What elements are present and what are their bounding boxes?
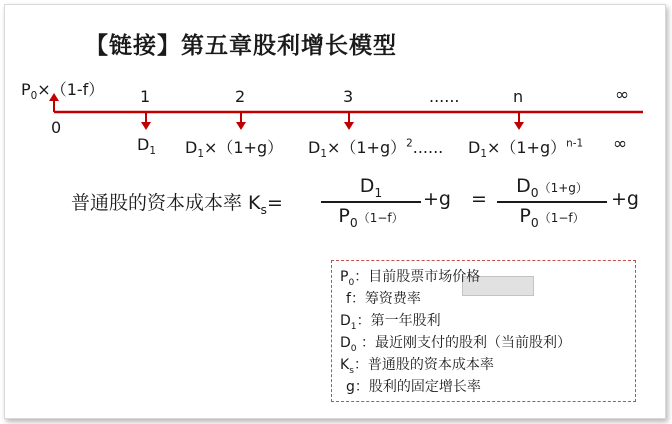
fraction-2-denominator: $P_0(1-f)$ — [519, 204, 585, 230]
tick-3: 3 — [343, 87, 354, 106]
dividend-infinity: ∞ — [613, 134, 628, 154]
legend-item-d0: $D_0$ ：最近刚支付的股利（当前股利） — [340, 335, 572, 354]
fraction-2-numerator: $D_0(1+g)$ — [516, 175, 588, 200]
page-title: 【链接】第五章股利增长模型 — [85, 33, 397, 59]
dividend-3: $D_1\times(1+g)^2$...... — [308, 137, 444, 161]
fraction-2-bar — [497, 201, 607, 203]
dividend-n: $D_1\times(1+g)^{n-1}$ — [468, 137, 584, 161]
variable-legend — [331, 260, 636, 402]
dividend-2: $D_1\times(1+g)$ — [185, 138, 284, 161]
p0-label: $P_0\times(1-f)$ — [21, 80, 105, 103]
plus-g-1: +g — [423, 188, 451, 210]
down-arrow-2 — [236, 113, 246, 130]
legend-item-p0: $P_0$：目前股票市场价格 — [340, 269, 481, 288]
fraction-1-denominator: $P_0(1-f)$ — [338, 204, 404, 230]
tick-n: n — [513, 87, 524, 106]
legend-item-d1: $D_1$：第一年股利 — [340, 313, 441, 332]
tick-infinity: ∞ — [615, 85, 630, 105]
fraction-1-numerator: $D_1$ — [359, 175, 383, 200]
legend-item-ks: $K_s$：普通股的资本成本率 — [340, 357, 494, 376]
tick-2: 2 — [235, 87, 246, 106]
formula-lhs: 普通股的资本成本率 $K_s=$ — [71, 192, 283, 217]
down-arrow-3 — [344, 113, 354, 130]
legend-item-f: f：筹资费率 — [346, 291, 421, 307]
tick-1: 1 — [140, 87, 151, 106]
fraction-1 — [321, 175, 421, 230]
down-arrow-1 — [141, 113, 151, 130]
tick-0: 0 — [51, 118, 62, 137]
plus-g-2: +g — [611, 188, 639, 210]
legend-item-g: g：股利的固定增长率 — [346, 379, 481, 395]
fraction-1-bar — [321, 201, 421, 203]
dividend-1: $D_1$ — [137, 135, 156, 158]
down-arrow-n — [514, 113, 524, 130]
fraction-2 — [497, 175, 607, 230]
equals-2: = — [471, 188, 487, 210]
slide — [4, 4, 666, 419]
tick-dots: ...... — [429, 87, 460, 106]
